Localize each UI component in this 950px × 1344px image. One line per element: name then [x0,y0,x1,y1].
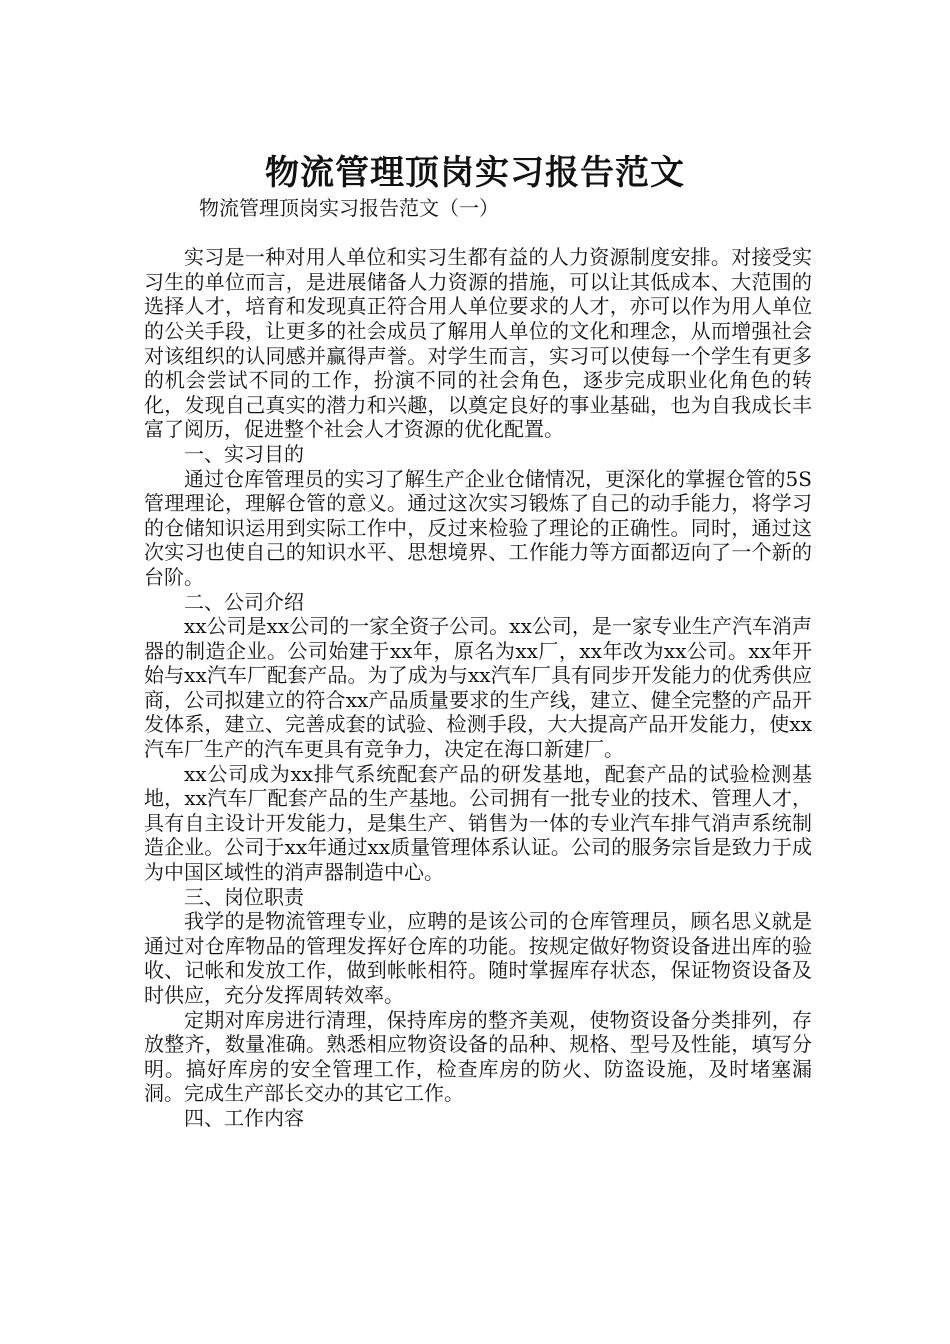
section-heading-purpose: 一、实习目的 [184,441,304,466]
section-heading-duties: 三、岗位职责 [184,884,304,909]
document-body [144,196,812,1131]
intro-paragraph: 实习是一种对用人单位和实习生都有益的人力资源制度安排。对接受实习生的单位而言，是进展储备人力资源的措施，可以让其低成本、大范围的选择人才，培育和发现真正符合用人单位要求的人才，亦可以作为用人单位的公关手段，让更多的社会成员了解用人单位的文化和理念，从而增强社会对该组织的认同感并赢得声誉。对学生而言，实习可以使每一个学生有更多的机会尝试不同的工作，扮演不同的社会角色，逐步完成职业化角色的转化，发现自己真实的潜力和兴趣，以奠定良好的事业基础，也为自我成长丰富了阅历，促进整个社会人才资源的优化配置。 [144,245,812,442]
duties-paragraph-2: 定期对库房进行清理，保持库房的整齐美观，使物资设备分类排列，存放整齐，数量准确。熟悉相应物资设备的品种、规格、型号及性能，填写分明。搞好库房的安全管理工作，检查库房的防火、防盗设施，及时堵塞漏洞。完成生产部长交办的其它工作。 [144,1007,812,1106]
company-paragraph-1: xx公司是xx公司的一家全资子公司。xx公司，是一家专业生产汽车消声器的制造企业。公司始建于xx年，原名为xx厂，xx年改为xx公司。xx年开始与xx汽车厂配套产品。为了成为与xx汽车厂具有同步开发能力的优秀供应商，公司拟建立的符合xx产品质量要求的生产线，建立、健全完整的产品开发体系，建立、完善成套的试验、检测手段，大大提高产品开发能力，使xx汽车厂生产的汽车更具有竞争力，决定在海口新建厂。 [144,614,812,762]
company-paragraph-2: xx公司成为xx排气系统配套产品的研发基地，配套产品的试验检测基地，xx汽车厂配套产品的生产基地。公司拥有一批专业的技术、管理人才，具有自主设计开发能力，是集生产、销售为一体的专业汽车排气消声系统制造企业。公司于xx年通过xx质量管理体系认证。公司的服务宗旨是致力于成为中国区域性的消声器制造中心。 [144,761,812,885]
section-heading-work: 四、工作内容 [184,1105,304,1130]
document-subtitle: 物流管理顶岗实习报告范文（一） [199,196,499,220]
section-heading-company: 二、公司介绍 [184,589,304,614]
document-title: 物流管理顶岗实习报告范文 [265,152,685,193]
duties-paragraph-1: 我学的是物流管理专业，应聘的是该公司的仓库管理员，顾名思义就是通过对仓库物品的管理发挥好仓库的功能。按规定做好物资设备进出库的验收、记帐和发放工作，做到帐帐相符。随时掌握库存状态，保证物资设备及时供应，充分发挥周转效率。 [144,909,812,1007]
purpose-paragraph: 通过仓库管理员的实习了解生产企业仓储情况，更深化的掌握仓管的5S管理理论，理解仓管的意义。通过这次实习锻炼了自己的动手能力，将学习的仓储知识运用到实际工作中，反过来检验了理论的正确性。同时，通过这次实习也使自己的知识水平、思想境界、工作能力等方面都迈向了一个新的台阶。 [144,466,812,589]
